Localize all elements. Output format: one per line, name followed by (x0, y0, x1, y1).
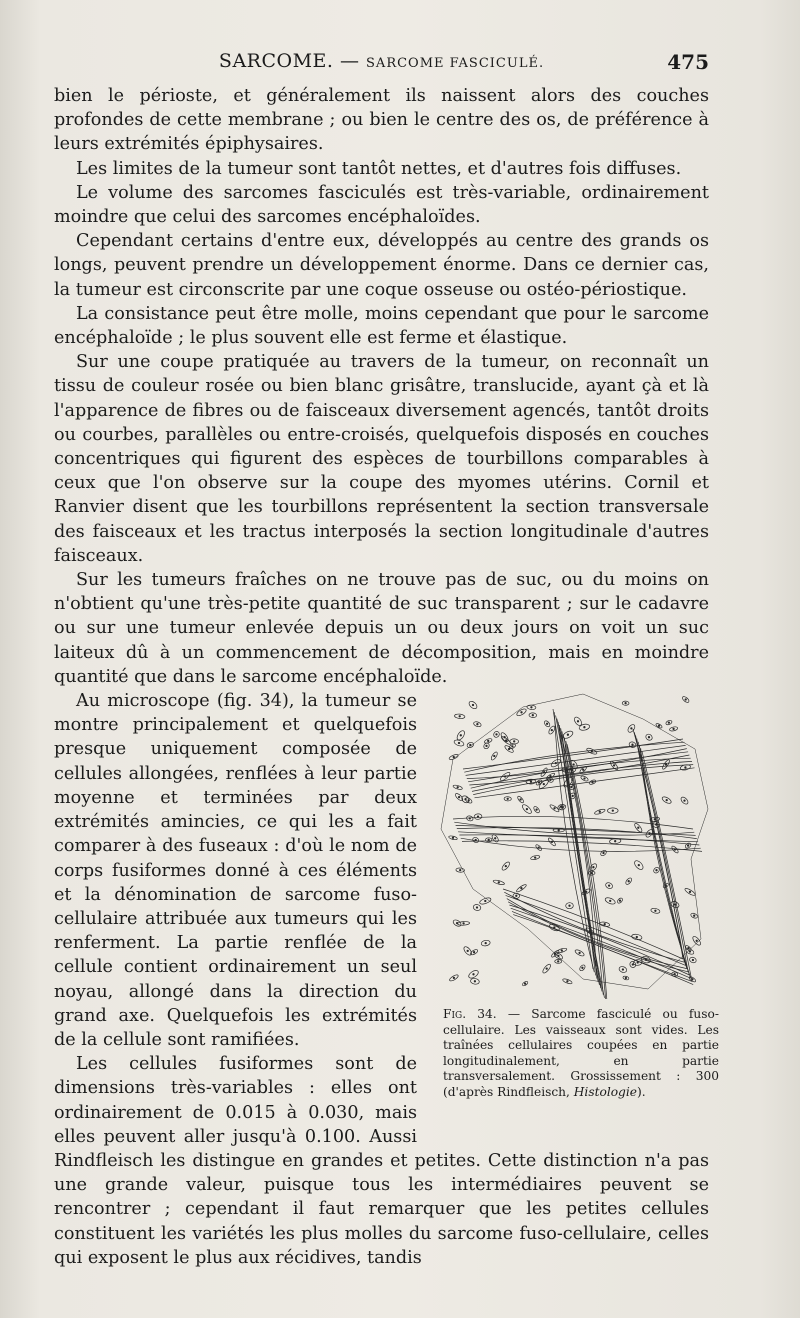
paragraph: bien le périoste, et généralement ils naissent alors des couches profondes de cette membrane ; ou bien le centre des os, de préférence à leurs extrémités épiphysaires. (54, 86, 709, 155)
running-title-sub: SARCOME FASCICULÉ. (366, 56, 545, 71)
paragraph: Le volume des sarcomes fasciculés est très-variable, ordinairement moindre que celui des sarcomes encéphaloïdes. (54, 182, 709, 228)
paragraph: La consistance peut être molle, moins cependant que pour le sarcome encéphaloïde ; le plus souvent elle est ferme et élastique. (54, 303, 709, 349)
running-title-main: SARCOME. — (218, 50, 360, 72)
paragraph: Cependant certains d'entre eux, développés au centre des grands os longs, peuvent prendre un développement énorme. Dans ce dernier cas, la tumeur est circonscrite par une coque osseuse ou ostéo-périostique. (54, 231, 709, 300)
paragraph: Les cellules fusiformes sont de dimensions très-variables : elles ont ordinairement de 0.015 à 0.030, mais elles peuvent aller jusqu'à 0.100. Aussi Rindfleisch les distingue en grandes et petites. Cette distinction n'a pas une grande valeur, puisque tous les intermédiaires peuvent se rencontrer ; cependant il faut remarquer que les petites cellules constituent les variétés les plus molles du sarcome fuso-cellulaire, celles qui exposent le plus aux récidives, tandis (54, 1054, 709, 1268)
paragraph: Sur les tumeurs fraîches on ne trouve pas de suc, ou du moins on n'obtient qu'une très-petite quantité de suc transparent ; sur le cadavre ou sur une tumeur enlevée depuis un ou deux jours on voit un suc laiteux dû à un commencement de décomposition, mais en moindre quantité que dans le sarcome encéphaloïde. (54, 570, 709, 687)
histology-illustration (433, 689, 715, 999)
paragraph: Les limites de la tumeur sont tantôt nettes, et d'autres fois diffuses. (76, 158, 682, 179)
figure-caption (443, 1007, 719, 1101)
caption-end: ). (636, 1085, 646, 1100)
running-title (54, 50, 709, 72)
figure-34 (433, 689, 719, 1125)
figure-label: Fig. 34. (443, 1007, 497, 1022)
body-text (54, 84, 719, 1270)
caption-text: — Sarcome fasciculé ou fuso-cellulaire. Les vaisseaux sont vides. Les traînées cellulaires coupées en partie longitudinalement, en partie transversalement. Grossissement : 300 (d'après Rindfleisch, (443, 1007, 719, 1100)
running-head (54, 50, 709, 76)
caption-source: Histologie (573, 1085, 637, 1100)
paragraph: Au microscope (fig. 34), la tumeur se montre principalement et quelquefois presque uniquement composée de cellules allongées, renflées à leur partie moyenne et terminées par deux extrémités amincies, ce qui les a fait comparer à des fuseaux : d'où le nom de corps fusiformes donné à ces éléments et la dénomination de sarcome fuso-cellulaire attribuée aux tumeurs qui les renferment. La partie renflée de la cellule contient ordinairement un seul noyau, allongé dans la direction du grand axe. Quelquefois les extrémités de la cellule sont ramifiées. (54, 691, 417, 1050)
page-number: 475 (667, 50, 709, 74)
paragraph: Sur une coupe pratiquée au travers de la tumeur, on reconnaît un tissu de couleur rosée ou bien blanc grisâtre, translucide, ayant çà et là l'apparence de fibres ou de faisceaux diversement agencés, tantôt droits ou courbes, parallèles ou entre-croisés, quelquefois disposés en couches concentriques qui figurent des espèces de tourbillons comparables à ceux que l'on observe sur la coupe des myomes utérins. Cornil et Ranvier disent que les tourbillons représentent la section transversale des faisceaux et les tractus interposés la section longitudinale d'autres faisceaux. (54, 352, 709, 566)
